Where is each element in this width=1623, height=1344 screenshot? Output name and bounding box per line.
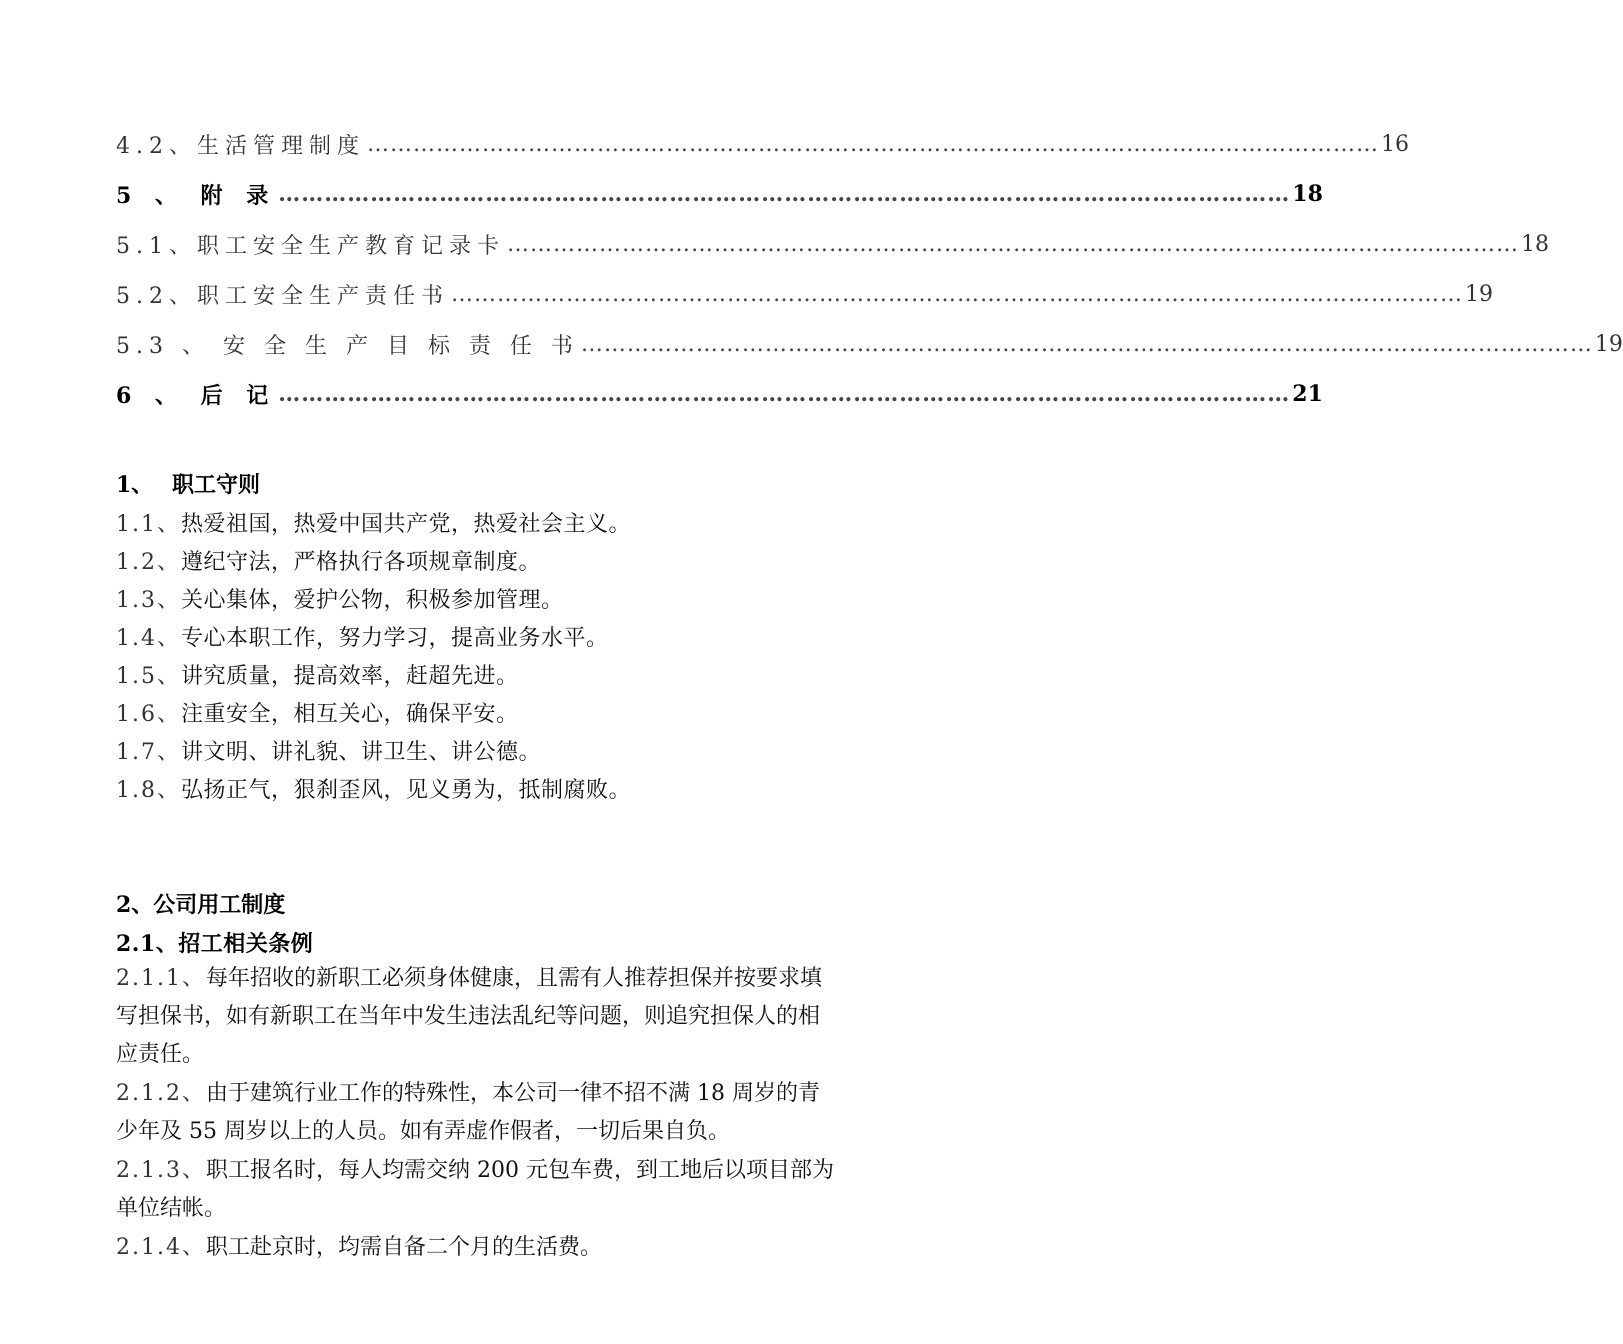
toc-page-number: 19 bbox=[1465, 281, 1493, 307]
item-number: 1.2、 bbox=[116, 550, 181, 575]
item-number: 1.1、 bbox=[116, 512, 181, 537]
item-number: 1.8、 bbox=[116, 778, 181, 803]
paragraph bbox=[116, 1152, 836, 1228]
list-item bbox=[116, 735, 541, 766]
section-heading: 2、公司用工制度 bbox=[116, 892, 286, 918]
paragraph-text: 每年招收的新职工必须身体健康，且需有人推荐担保并按要求填写担保书，如有新职工在当年中发生违法乱纪等问题，则追究担保人的相应责任。 bbox=[116, 966, 822, 1067]
toc-entry-label: 5 、 附 录 bbox=[116, 182, 277, 209]
toc-entry-label: 5.3 、 安 全 生 产 目 标 责 任 书 bbox=[116, 333, 579, 359]
list-item bbox=[116, 621, 609, 652]
paragraph-number: 2.1.3、 bbox=[116, 1158, 206, 1183]
toc-entry[interactable] bbox=[116, 376, 1323, 412]
subsection-heading: 2.1、招工相关条例 bbox=[116, 931, 314, 957]
item-text: 讲究质量，提高效率，赶超先进。 bbox=[181, 664, 519, 689]
toc-entry[interactable] bbox=[116, 126, 1409, 162]
list-item bbox=[116, 545, 541, 576]
toc-leader-dots: …………………………………………………………………………………………………………………… bbox=[278, 381, 1291, 407]
toc-leader-dots: …………………………………………………………………………………………………………………… bbox=[278, 181, 1291, 207]
item-text: 讲文明、讲礼貌、讲卫生、讲公德。 bbox=[181, 740, 542, 765]
paragraph-text: 职工赴京时，均需自备二个月的生活费。 bbox=[205, 1235, 602, 1260]
toc-page-number: 16 bbox=[1381, 131, 1409, 157]
toc-entry[interactable] bbox=[116, 276, 1493, 312]
paragraph-number: 2.1.4、 bbox=[116, 1235, 206, 1260]
toc-page-number: 21 bbox=[1292, 381, 1323, 407]
paragraph-number: 2.1.2、 bbox=[116, 1081, 206, 1106]
item-text: 遵纪守法，严格执行各项规章制度。 bbox=[181, 550, 542, 575]
toc-entry[interactable] bbox=[116, 176, 1323, 212]
toc-page-number: 18 bbox=[1292, 181, 1323, 207]
list-item bbox=[116, 773, 631, 804]
toc-leader-dots: …………………………………………………………………………………………………………………… bbox=[580, 331, 1593, 357]
toc-page-number: 19 bbox=[1594, 331, 1623, 357]
paragraph-text: 职工报名时，每人均需交纳 200 元包车费，到工地后以项目部为单位结帐。 bbox=[116, 1158, 834, 1221]
toc-entry-label: 5.2、职工安全生产责任书 bbox=[116, 283, 449, 309]
item-number: 1.7、 bbox=[116, 740, 181, 765]
section-heading: 1、 职工守则 bbox=[116, 472, 260, 498]
paragraph-number: 2.1.1、 bbox=[116, 966, 206, 991]
toc-page-number: 18 bbox=[1521, 231, 1549, 257]
toc-entry-label: 4.2、生活管理制度 bbox=[116, 133, 365, 159]
item-number: 1.5、 bbox=[116, 664, 181, 689]
item-number: 1.3、 bbox=[116, 588, 181, 613]
item-number: 1.4、 bbox=[116, 626, 181, 651]
list-item bbox=[116, 659, 519, 690]
toc-entry-label: 5.1、职工安全生产教育记录卡 bbox=[116, 233, 505, 259]
toc-entry-label: 6 、 后 记 bbox=[116, 382, 277, 409]
list-item bbox=[116, 697, 519, 728]
item-text: 专心本职工作，努力学习，提高业务水平。 bbox=[181, 626, 609, 651]
toc-leader-dots: …………………………………………………………………………………………………………………… bbox=[367, 131, 1379, 157]
toc-entry[interactable] bbox=[116, 326, 1623, 362]
paragraph bbox=[116, 1075, 836, 1151]
paragraph bbox=[116, 960, 836, 1074]
toc-entry[interactable] bbox=[116, 226, 1549, 262]
paragraph bbox=[116, 1229, 836, 1267]
item-text: 弘扬正气，狠刹歪风，见义勇为，抵制腐败。 bbox=[181, 778, 632, 803]
item-text: 关心集体，爱护公物，积极参加管理。 bbox=[181, 588, 564, 613]
item-text: 热爱祖国，热爱中国共产党，热爱社会主义。 bbox=[181, 512, 632, 537]
toc-leader-dots: …………………………………………………………………………………………………………………… bbox=[507, 231, 1519, 257]
item-text: 注重安全，相互关心，确保平安。 bbox=[181, 702, 519, 727]
paragraph-text: 由于建筑行业工作的特殊性，本公司一律不招不满 18 周岁的青少年及 55 周岁以上的人员。如有弄虚作假者，一切后果自负。 bbox=[116, 1081, 820, 1144]
list-item bbox=[116, 507, 631, 538]
list-item bbox=[116, 583, 564, 614]
item-number: 1.6、 bbox=[116, 702, 181, 727]
toc-leader-dots: …………………………………………………………………………………………………………………… bbox=[451, 281, 1463, 307]
